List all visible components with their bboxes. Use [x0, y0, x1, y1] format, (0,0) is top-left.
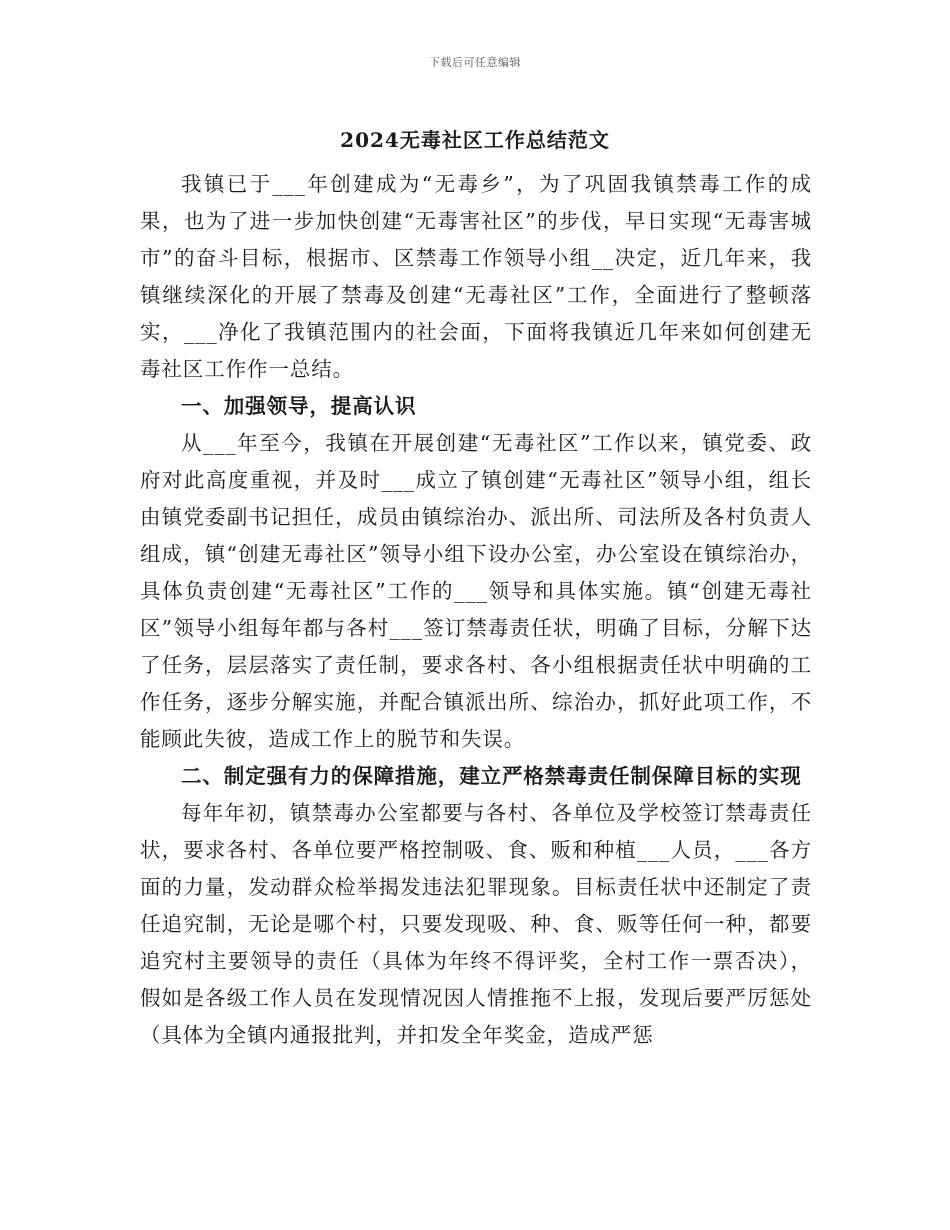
- section-heading-2: 二、制定强有力的保障措施，建立严格禁毒责任制保障目标的实现: [181, 764, 802, 788]
- header-note: 下载后可任意编辑: [429, 56, 521, 69]
- section-heading-1: 一、加强领导，提高认识: [181, 394, 417, 418]
- document-title: 2024无毒社区工作总结范文: [340, 128, 610, 152]
- section-body-1: 从___年至今，我镇在开展创建“无毒社区”工作以来，镇党委、政府对此高度重视，并及时___成立了镇创建“无毒社区”领导小组，组长由镇党委副书记担任，成员由镇综治办、派出所、司法所及各村负责人组成，镇“创建无毒社区”领导小组下设办公室，办公室设在镇综治办，具体负责创建“无毒社区”工作的___领导和具体实施。镇“创建无毒社区”领导小组每年都与各村___签订禁毒责任状，明确了目标，分解下达了任务，层层落实了责任制，要求各村、各小组根据责任状中明确的工作任务，逐步分解实施，并配合镇派出所、综治办，抓好此项工作，不能顾此失彼，造成工作上的脱节和失误。: [140, 431, 812, 751]
- section-body-2: 每年年初，镇禁毒办公室都要与各村、各单位及学校签订禁毒责任状，要求各村、各单位要严格控制吸、食、贩和种植___人员，___各方面的力量，发动群众检举揭发违法犯罪现象。目标责任状中还制定了责任追究制，无论是哪个村，只要发现吸、种、食、贩等任何一种，都要追究村主要领导的责任（具体为年终不得评奖，全村工作一票否决），假如是各级工作人员在发现情况因人情推拖不上报，发现后要严厉惩处（具体为全镇内通报批判，并扣发全年奖金，造成严惩: [140, 801, 812, 1047]
- intro-paragraph: 我镇已于___年创建成为“无毒乡”，为了巩固我镇禁毒工作的成果，也为了进一步加快创建“无毒害社区”的步伐，早日实现“无毒害城市”的奋斗目标，根据市、区禁毒工作领导小组__决定，近几年来，我镇继续深化的开展了禁毒及创建“无毒社区”工作，全面进行了整顿落实，___净化了我镇范围内的社会面，下面将我镇近几年来如何创建无毒社区工作作一总结。: [140, 172, 812, 381]
- document-body: [140, 166, 812, 1054]
